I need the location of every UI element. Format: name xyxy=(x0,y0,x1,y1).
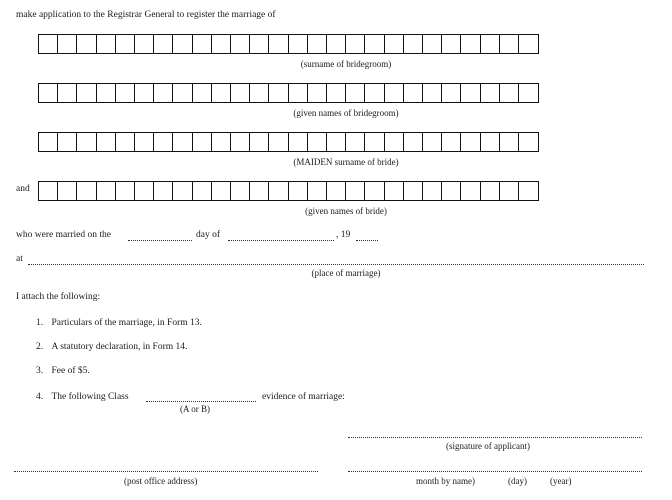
surname-groom-boxes[interactable] xyxy=(38,34,537,54)
letter-box[interactable] xyxy=(345,181,366,201)
letter-box[interactable] xyxy=(480,83,501,103)
letter-box[interactable] xyxy=(115,83,136,103)
attachment-number: 1. xyxy=(36,318,44,328)
class-hint: (A or B) xyxy=(180,404,210,414)
letter-box[interactable] xyxy=(499,181,520,201)
caption-given-groom: (given names of bridegroom) xyxy=(293,108,399,118)
letter-box[interactable] xyxy=(76,181,97,201)
letter-box[interactable] xyxy=(211,34,232,54)
letter-box[interactable] xyxy=(268,34,289,54)
letter-box[interactable] xyxy=(96,83,117,103)
letter-box[interactable] xyxy=(307,181,328,201)
evidence-label: evidence of marriage: xyxy=(262,392,345,402)
caption-day: (day) xyxy=(508,476,527,486)
letter-box[interactable] xyxy=(326,83,347,103)
letter-box[interactable] xyxy=(57,181,78,201)
letter-box[interactable] xyxy=(96,132,117,152)
letter-box[interactable] xyxy=(249,83,270,103)
attachment-text: A statutory declaration, in Form 14. xyxy=(51,342,188,352)
letter-box[interactable] xyxy=(172,83,193,103)
letter-box[interactable] xyxy=(96,181,117,201)
day-of-label: day of xyxy=(196,230,221,240)
letter-box[interactable] xyxy=(192,181,213,201)
and-label: and xyxy=(16,184,30,194)
letter-box[interactable] xyxy=(518,132,539,152)
letter-box[interactable] xyxy=(422,34,443,54)
letter-box[interactable] xyxy=(345,34,366,54)
letter-box[interactable] xyxy=(76,132,97,152)
letter-box[interactable] xyxy=(384,132,405,152)
attachment-item xyxy=(36,342,187,352)
letter-box[interactable] xyxy=(441,181,462,201)
letter-box[interactable] xyxy=(230,181,251,201)
letter-box[interactable] xyxy=(172,181,193,201)
signature-field[interactable] xyxy=(348,437,642,438)
letter-box[interactable] xyxy=(518,83,539,103)
letter-box[interactable] xyxy=(249,34,270,54)
letter-box[interactable] xyxy=(403,181,424,201)
letter-box[interactable] xyxy=(115,132,136,152)
letter-box[interactable] xyxy=(192,34,213,54)
letter-box[interactable] xyxy=(134,34,155,54)
form-intro: make application to the Registrar General to register the marriage of xyxy=(16,10,276,20)
attachment-text: The following Class xyxy=(51,392,129,402)
letter-box[interactable] xyxy=(57,34,78,54)
letter-box[interactable] xyxy=(57,83,78,103)
attachment-text: Particulars of the marriage, in Form 13. xyxy=(51,318,202,328)
letter-box[interactable] xyxy=(230,34,251,54)
given-names-groom-boxes[interactable] xyxy=(38,83,537,103)
class-field[interactable] xyxy=(146,401,256,402)
letter-box[interactable] xyxy=(518,181,539,201)
place-of-marriage-field[interactable] xyxy=(28,264,644,265)
letter-box[interactable] xyxy=(403,132,424,152)
letter-box[interactable] xyxy=(268,132,289,152)
caption-place: (place of marriage) xyxy=(311,268,381,278)
attach-heading: I attach the following: xyxy=(16,292,101,302)
letter-box[interactable] xyxy=(364,132,385,152)
letter-box[interactable] xyxy=(153,83,174,103)
letter-box[interactable] xyxy=(134,83,155,103)
letter-box[interactable] xyxy=(441,132,462,152)
caption-given-bride: (given names of bride) xyxy=(305,206,387,216)
married-on-label: who were married on the xyxy=(16,230,111,240)
letter-box[interactable] xyxy=(441,34,462,54)
letter-box[interactable] xyxy=(460,34,481,54)
letter-box[interactable] xyxy=(326,181,347,201)
letter-box[interactable] xyxy=(38,181,59,201)
letter-box[interactable] xyxy=(422,132,443,152)
letter-box[interactable] xyxy=(230,83,251,103)
year-prefix-label: , 19 xyxy=(336,230,351,240)
letter-box[interactable] xyxy=(115,181,136,201)
letter-box[interactable] xyxy=(499,83,520,103)
letter-box[interactable] xyxy=(345,132,366,152)
letter-box[interactable] xyxy=(192,132,213,152)
letter-box[interactable] xyxy=(364,181,385,201)
post-office-address-field[interactable] xyxy=(14,471,318,472)
at-label: at xyxy=(16,254,23,264)
letter-box[interactable] xyxy=(480,181,501,201)
letter-box[interactable] xyxy=(307,34,328,54)
caption-month: month by name) xyxy=(416,476,475,486)
letter-box[interactable] xyxy=(288,132,309,152)
letter-box[interactable] xyxy=(249,132,270,152)
letter-box[interactable] xyxy=(153,132,174,152)
letter-box[interactable] xyxy=(326,132,347,152)
caption-year: (year) xyxy=(550,476,572,486)
letter-box[interactable] xyxy=(38,132,59,152)
letter-box[interactable] xyxy=(326,34,347,54)
letter-box[interactable] xyxy=(403,34,424,54)
letter-box[interactable] xyxy=(288,83,309,103)
attachment-item xyxy=(36,318,202,328)
letter-box[interactable] xyxy=(422,83,443,103)
letter-box[interactable] xyxy=(268,181,289,201)
letter-box[interactable] xyxy=(76,83,97,103)
letter-box[interactable] xyxy=(441,83,462,103)
letter-box[interactable] xyxy=(403,83,424,103)
letter-box[interactable] xyxy=(211,83,232,103)
letter-box[interactable] xyxy=(211,132,232,152)
letter-box[interactable] xyxy=(460,83,481,103)
letter-box[interactable] xyxy=(172,132,193,152)
letter-box[interactable] xyxy=(307,132,328,152)
letter-box[interactable] xyxy=(307,83,328,103)
letter-box[interactable] xyxy=(134,132,155,152)
letter-box[interactable] xyxy=(384,34,405,54)
letter-box[interactable] xyxy=(460,132,481,152)
letter-box[interactable] xyxy=(480,132,501,152)
letter-box[interactable] xyxy=(364,83,385,103)
caption-surname-groom: (surname of bridegroom) xyxy=(300,59,392,69)
attachment-number: 3. xyxy=(36,366,44,376)
letter-box[interactable] xyxy=(115,34,136,54)
letter-box[interactable] xyxy=(76,34,97,54)
attachment-item xyxy=(36,392,129,402)
caption-signature: (signature of applicant) xyxy=(446,441,530,451)
letter-box[interactable] xyxy=(230,132,251,152)
letter-box[interactable] xyxy=(480,34,501,54)
letter-box[interactable] xyxy=(192,83,213,103)
letter-box[interactable] xyxy=(172,34,193,54)
year-field[interactable] xyxy=(356,240,378,241)
caption-maiden-bride: (MAIDEN surname of bride) xyxy=(293,157,399,167)
letter-box[interactable] xyxy=(38,83,59,103)
letter-box[interactable] xyxy=(38,34,59,54)
letter-box[interactable] xyxy=(96,34,117,54)
letter-box[interactable] xyxy=(364,34,385,54)
letter-box[interactable] xyxy=(153,181,174,201)
attachment-number: 4. xyxy=(36,392,44,402)
letter-box[interactable] xyxy=(422,181,443,201)
letter-box[interactable] xyxy=(345,83,366,103)
attachment-text: Fee of $5. xyxy=(51,366,90,376)
attachment-item xyxy=(36,366,90,376)
letter-box[interactable] xyxy=(211,181,232,201)
date-field[interactable] xyxy=(348,471,642,472)
attachment-number: 2. xyxy=(36,342,44,352)
letter-box[interactable] xyxy=(499,132,520,152)
day-number-field[interactable] xyxy=(128,240,192,241)
letter-box[interactable] xyxy=(268,83,289,103)
letter-box[interactable] xyxy=(518,34,539,54)
letter-box[interactable] xyxy=(384,83,405,103)
letter-box[interactable] xyxy=(288,181,309,201)
letter-box[interactable] xyxy=(134,181,155,201)
letter-box[interactable] xyxy=(249,181,270,201)
letter-box[interactable] xyxy=(153,34,174,54)
caption-address: (post office address) xyxy=(124,476,198,486)
maiden-surname-bride-boxes[interactable] xyxy=(38,132,537,152)
letter-box[interactable] xyxy=(384,181,405,201)
letter-box[interactable] xyxy=(57,132,78,152)
letter-box[interactable] xyxy=(460,181,481,201)
letter-box[interactable] xyxy=(499,34,520,54)
given-names-bride-boxes[interactable] xyxy=(38,181,537,201)
month-field[interactable] xyxy=(228,240,334,241)
letter-box[interactable] xyxy=(288,34,309,54)
